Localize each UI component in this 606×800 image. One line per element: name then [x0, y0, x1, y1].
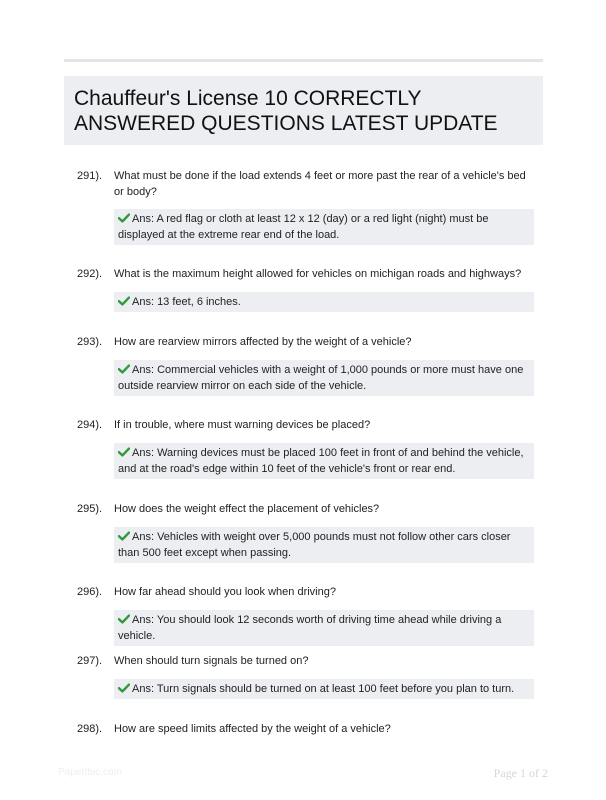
question-text: How far ahead should you look when driving? [114, 586, 336, 598]
question-text: How does the weight effect the placement of vehicles? [114, 503, 380, 515]
answer-text: Ans: Warning devices must be placed 100 feet in front of and behind the vehicle, and at the road's edge within 10 feet of the vehicle's front or rear end. [118, 447, 524, 475]
check-icon [118, 296, 130, 306]
question-number: 295). [77, 503, 103, 515]
answer-text: Ans: Vehicles with weight over 5,000 pounds must not follow other cars closer than 500 feet except when passing. [118, 531, 511, 559]
answer-box [114, 679, 534, 699]
answer-box [114, 443, 534, 479]
answer-box [114, 527, 534, 563]
answer-text: Ans: A red flag or cloth at least 12 x 12 (day) or a red light (night) must be displayed at the extreme rear end of the load. [118, 213, 489, 241]
question-number: 294). [77, 419, 103, 431]
question-number: 298). [77, 723, 103, 735]
answer-text: Ans: Turn signals should be turned on at least 100 feet before you plan to turn. [132, 683, 515, 695]
question-text: If in trouble, where must warning devices be placed? [114, 419, 371, 431]
question-number: 297). [77, 655, 103, 667]
footer-site-watermark: Papertbic.com [58, 767, 122, 778]
question-number: 296). [77, 586, 103, 598]
check-icon [118, 683, 130, 693]
check-icon [118, 447, 130, 457]
answer-text: Ans: Commercial vehicles with a weight of 1,000 pounds or more must have one outside rearview mirror on each side of the vehicle. [118, 364, 524, 392]
question-text: How are speed limits affected by the weight of a vehicle? [114, 723, 391, 735]
answer-text: Ans: 13 feet, 6 inches. [132, 296, 241, 308]
question-number: 291). [77, 170, 103, 182]
question-text: How are rearview mirrors affected by the weight of a vehicle? [114, 336, 412, 348]
check-icon [118, 614, 130, 624]
question-text: When should turn signals be turned on? [114, 655, 309, 667]
answer-box [114, 209, 534, 245]
check-icon [118, 531, 130, 541]
answer-text: Ans: You should look 12 seconds worth of driving time ahead while driving a vehicle. [118, 614, 502, 642]
answer-box [114, 292, 534, 312]
question-number: 292). [77, 268, 103, 280]
question-text: What must be done if the load extends 4 feet or more past the rear of a vehicle's bed or body? [114, 170, 526, 198]
answer-box [114, 610, 534, 646]
check-icon [118, 364, 130, 374]
page-number: Page 1 of 2 [493, 766, 548, 780]
question-text: What is the maximum height allowed for vehicles on michigan roads and highways? [114, 268, 522, 280]
question-number: 293). [77, 336, 103, 348]
answer-box [114, 360, 534, 396]
page-title: Chauffeur's License 10 CORRECTLY ANSWERED QUESTIONS LATEST UPDATE [74, 87, 498, 135]
check-icon [118, 213, 130, 223]
